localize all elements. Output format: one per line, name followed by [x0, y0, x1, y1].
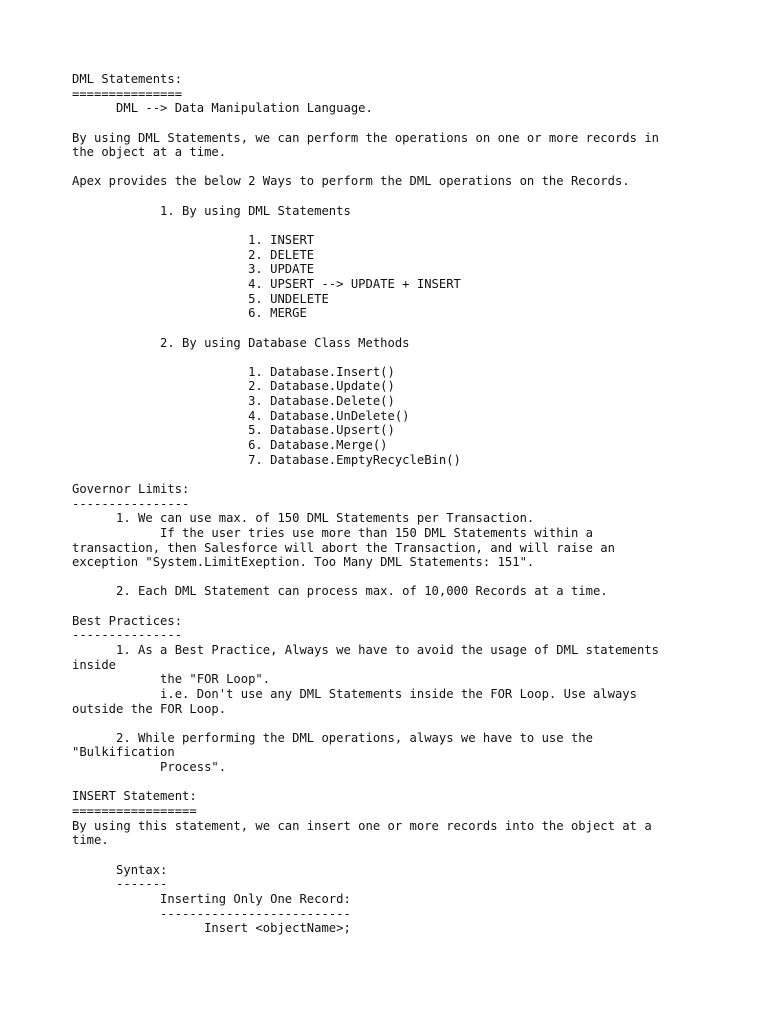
list-item: 1. As a Best Practice, Always we have to avoid the usage of DML statements: [72, 642, 659, 657]
list-item: 1. Database.Insert(): [72, 364, 395, 379]
blank-line: [72, 218, 712, 233]
text-line: inside: [72, 657, 117, 672]
text-line: DML --> Data Manipulation Language.: [72, 101, 373, 116]
text-line: the "FOR Loop".: [72, 672, 271, 687]
blank-line: [72, 775, 712, 790]
blank-line: [72, 350, 712, 365]
text-line: the object at a time.: [72, 145, 227, 160]
blank-line: [72, 599, 712, 614]
blank-line: [72, 321, 712, 336]
blank-line: [72, 570, 712, 585]
heading-underline: ===============: [72, 86, 183, 101]
heading-underline: -------: [72, 877, 168, 892]
text-line: By using this statement, we can insert one or more records into the object at a: [72, 818, 652, 833]
heading-governor-limits: Governor Limits:: [72, 481, 190, 496]
list-item: 1. INSERT: [72, 233, 315, 248]
list-item: 2. Database.Update(): [72, 379, 395, 394]
list-item: 5. UNDELETE: [72, 291, 329, 306]
blank-line: [72, 848, 712, 863]
list-item: 6. Database.Merge(): [72, 438, 388, 453]
list-item: 6. MERGE: [72, 306, 307, 321]
text-line: time.: [72, 833, 109, 848]
list-item: 3. Database.Delete(): [72, 394, 395, 409]
blank-line: [72, 189, 712, 204]
list-item: 2. While performing the DML operations, always we have to use the: [72, 730, 593, 745]
blank-line: [72, 116, 712, 131]
list-item: 2. Each DML Statement can process max. of 10,000 Records at a time.: [72, 584, 608, 599]
list-item: 1. By using DML Statements: [72, 203, 351, 218]
heading-underline: --------------------------: [72, 906, 351, 921]
text-line: If the user tries use more than 150 DML Statements within a: [72, 525, 593, 540]
subheading-inserting-one-record: Inserting Only One Record:: [72, 891, 351, 906]
text-line: Apex provides the below 2 Ways to perform the DML operations on the Records.: [72, 174, 630, 189]
subheading-syntax: Syntax:: [72, 862, 168, 877]
blank-line: [72, 467, 712, 482]
heading-best-practices: Best Practices:: [72, 613, 183, 628]
heading-underline: ----------------: [72, 496, 190, 511]
text-line: i.e. Don't use any DML Statements inside the FOR Loop. Use always: [72, 686, 637, 701]
list-item: 1. We can use max. of 150 DML Statements per Transaction.: [72, 511, 535, 526]
list-item: 2. By using Database Class Methods: [72, 335, 410, 350]
text-line: transaction, then Salesforce will abort the Transaction, and will raise an: [72, 540, 615, 555]
heading-underline: =================: [72, 804, 197, 819]
blank-line: [72, 160, 712, 175]
text-line: "Bulkification: [72, 745, 175, 760]
text-line: Process".: [72, 760, 227, 775]
list-item: 4. Database.UnDelete(): [72, 408, 410, 423]
heading-dml-statements: DML Statements:: [72, 72, 183, 86]
list-item: 4. UPSERT --> UPDATE + INSERT: [72, 276, 461, 291]
heading-underline: ---------------: [72, 628, 183, 643]
list-item: 2. DELETE: [72, 247, 315, 262]
list-item: 7. Database.EmptyRecycleBin(): [72, 452, 461, 467]
list-item: 3. UPDATE: [72, 262, 315, 277]
code-line: Insert <objectName>;: [72, 921, 351, 936]
document-page: [72, 72, 712, 936]
blank-line: [72, 716, 712, 731]
text-line: outside the FOR Loop.: [72, 701, 227, 716]
text-line: By using DML Statements, we can perform the operations on one or more records in: [72, 130, 659, 145]
text-line: exception "System.LimitExeption. Too Many DML Statements: 151".: [72, 555, 535, 570]
heading-insert-statement: INSERT Statement:: [72, 789, 197, 804]
list-item: 5. Database.Upsert(): [72, 423, 395, 438]
